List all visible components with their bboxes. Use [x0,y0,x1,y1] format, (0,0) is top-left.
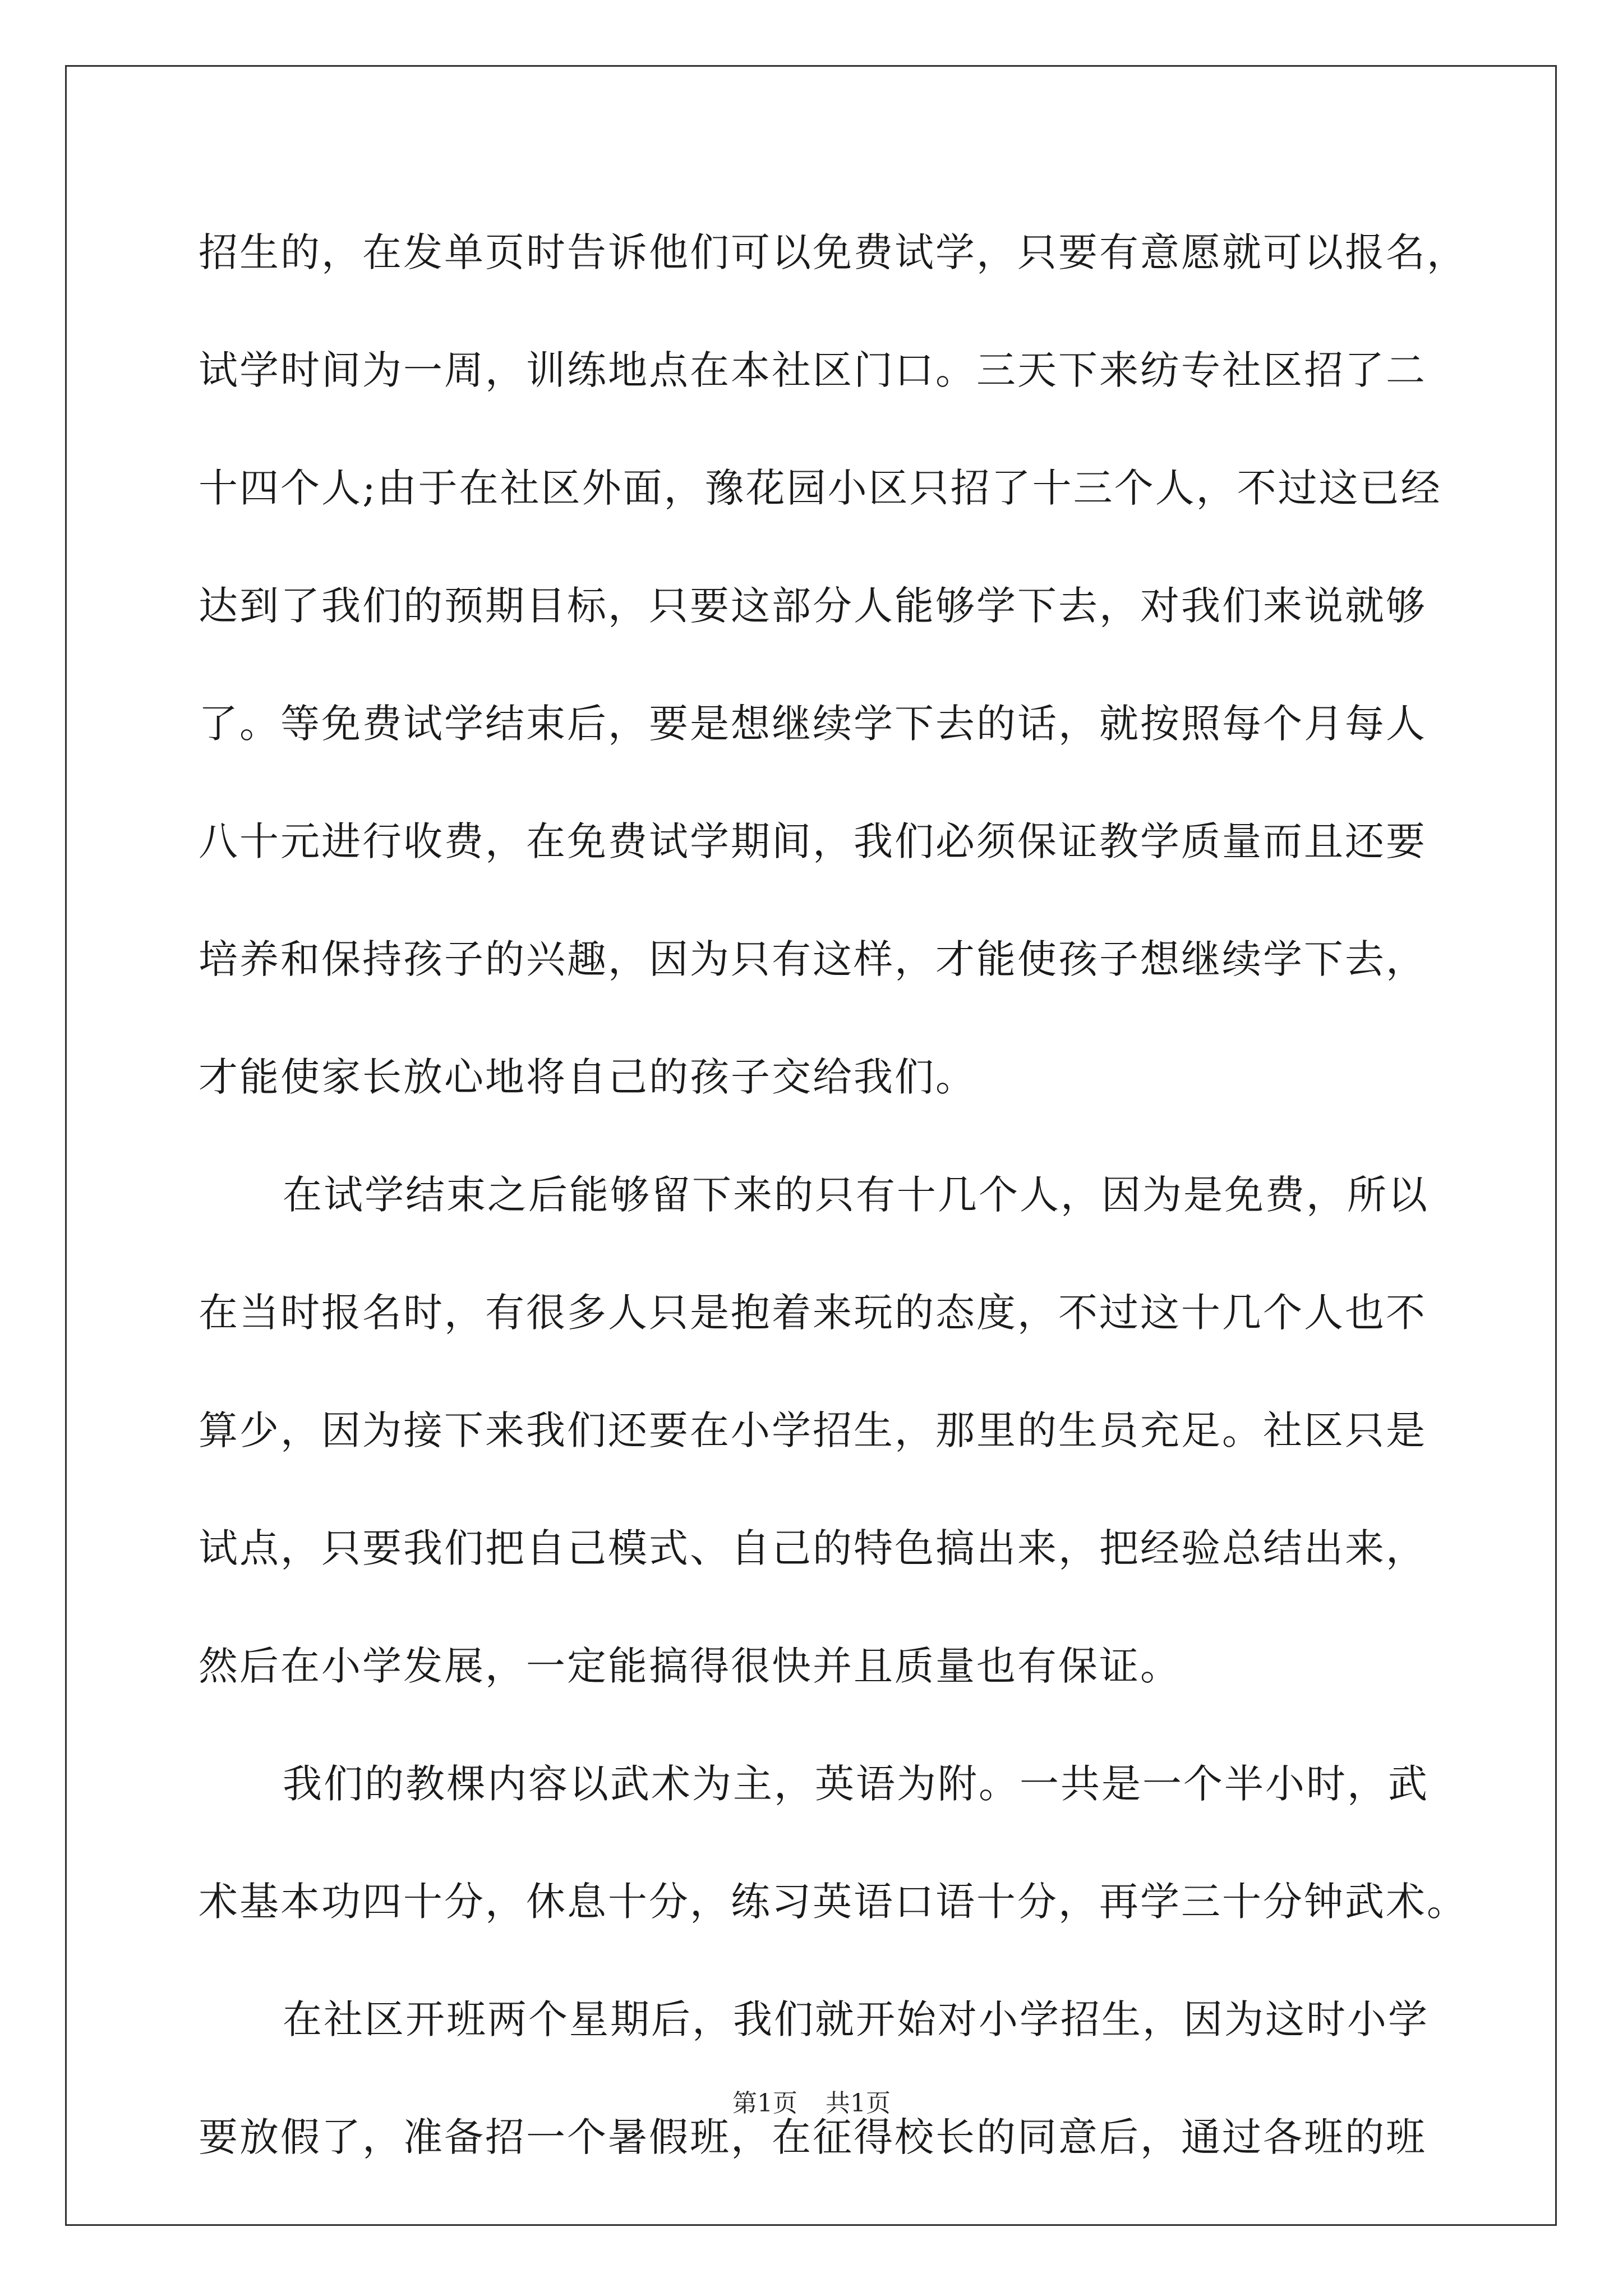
text-line: 在社区开班两个星期后，我们就开始对小学招生，因为这时小学 [283,1996,1429,2042]
document-body [199,208,1468,2210]
text-line: 十四个人;由于在社区外面，豫花园小区只招了十三个人，不过这已经 [199,465,1442,511]
text-line: 试点，只要我们把自己模式、自己的特色搞出来，把经验总结出来， [199,1525,1427,1571]
text-line: 培养和保持孩子的兴趣，因为只有这样，才能使孩子想继续学下去， [199,936,1427,982]
page-number: 第1页 [732,2089,797,2118]
text-line: 我们的教棵内容以武术为主，英语为附。一共是一个半小时，武 [283,1761,1429,1807]
text-line: 才能使家长放心地将自己的孩子交给我们。 [199,1054,976,1100]
text-line: 在试学结束之后能够留下来的只有十几个人，因为是免费，所以 [283,1172,1429,1218]
paragraph-1 [199,208,1468,1150]
text-line: 达到了我们的预期目标，只要这部分人能够学下去，对我们来说就够 [199,583,1427,629]
page-total: 共1页 [826,2089,891,2118]
text-line: 术基本功四十分，休息十分，练习英语口语十分，再学三十分钟武术。 [199,1879,1468,1925]
text-line: 要放假了，准备招一个暑假班，在征得校长的同意后，通过各班的班 [199,2114,1427,2160]
paragraph-3 [199,1739,1468,1975]
text-line: 招生的，在发单页时告诉他们可以免费试学，只要有意愿就可以报名， [199,229,1468,275]
text-line: 试学时间为一周，训练地点在本社区门口。三天下来纺专社区招了二 [199,347,1427,393]
text-line: 了。等免费试学结束后，要是想继续学下去的话，就按照每个月每人 [199,701,1427,747]
text-line: 然后在小学发展，一定能搞得很快并且质量也有保证。 [199,1643,1181,1689]
text-line: 在当时报名时，有很多人只是抱着来玩的态度，不过这十几个人也不 [199,1290,1427,1336]
paragraph-2 [199,1150,1427,1739]
text-line: 算少，因为接下来我们还要在小学招生，那里的生员充足。社区只是 [199,1407,1427,1453]
text-line: 八十元进行收费，在免费试学期间，我们必须保证教学质量而且还要 [199,818,1427,864]
page-footer [0,2087,1623,2120]
